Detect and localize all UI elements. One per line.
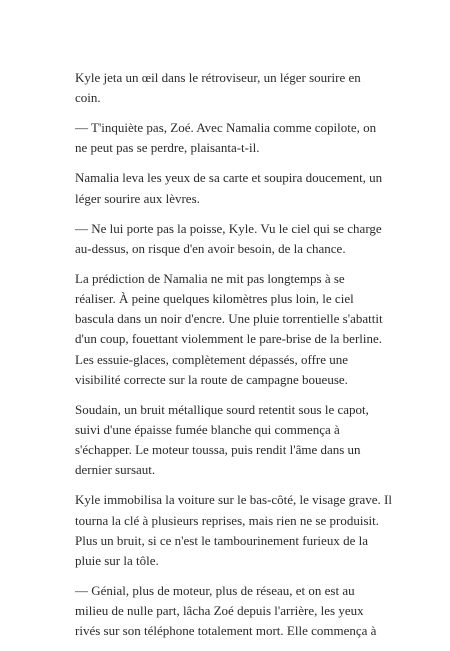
text-line: Les essuie-glaces, complètement dépassés, offre une xyxy=(75,351,349,367)
text-line: visibilité correcte sur la route de campagne boueuse. xyxy=(75,371,348,387)
text-line: Soudain, un bruit métallique sourd retentit sous le capot, xyxy=(75,401,369,417)
text-line: coin. xyxy=(75,90,101,106)
text-line: La prédiction de Namalia ne mit pas longtemps à se xyxy=(75,270,345,286)
paragraph xyxy=(75,581,378,642)
paragraph xyxy=(75,490,392,571)
text-line: ne peut pas se perdre, plaisanta-t-il. xyxy=(75,140,260,156)
text-line: dernier sursaut. xyxy=(75,462,156,478)
text-line: Kyle immobilisa la voiture sur le bas-côté, le visage grave. Il xyxy=(75,492,392,508)
text-line: au-dessus, on risque d'en avoir besoin, de la chance. xyxy=(75,240,346,256)
text-line: bascula dans un noir d'encre. Une pluie torrentielle s'abattit xyxy=(75,311,383,327)
paragraph xyxy=(75,68,378,108)
text-line: — Génial, plus de moteur, plus de réseau, et on est au xyxy=(75,583,355,599)
text-line: rivés sur son téléphone totalement mort. Elle commença à xyxy=(75,623,377,639)
text-line: tourna la clé à plusieurs reprises, mais rien ne se produisit. xyxy=(75,512,379,528)
paragraph xyxy=(75,269,383,390)
text-line: suivi d'une épaisse fumée blanche qui commença à xyxy=(75,422,340,438)
text-line: — T'inquiète pas, Zoé. Avec Namalia comme copilote, on xyxy=(75,120,377,136)
paragraph xyxy=(75,118,378,158)
text-line: milieu de nulle part, lâcha Zoé depuis l'arrière, les yeux xyxy=(75,603,364,619)
text-line: réaliser. À peine quelques kilomètres plus loin, le ciel xyxy=(75,291,354,307)
text-line: — Ne lui porte pas la poisse, Kyle. Vu le ciel qui se charge xyxy=(75,220,382,236)
body-text xyxy=(75,68,392,651)
text-line: Namalia leva les yeux de sa carte et soupira doucement, un xyxy=(75,170,383,186)
text-line: Kyle jeta un œil dans le rétroviseur, un léger sourire en xyxy=(75,70,361,85)
text-line: Plus un bruit, si ce n'est le tambourinement furieux de la xyxy=(75,532,368,548)
paragraph xyxy=(75,400,378,481)
text-line: d'un coup, fouettant violemment le pare-brise de la berline. xyxy=(75,331,383,347)
paragraph xyxy=(75,219,382,259)
text-line: s'échapper. Le moteur toussa, puis rendit l'âme dans un xyxy=(75,442,361,458)
text-line: léger sourire aux lèvres. xyxy=(75,190,200,206)
paragraph xyxy=(75,168,383,208)
text-line: pluie sur la tôle. xyxy=(75,553,159,569)
